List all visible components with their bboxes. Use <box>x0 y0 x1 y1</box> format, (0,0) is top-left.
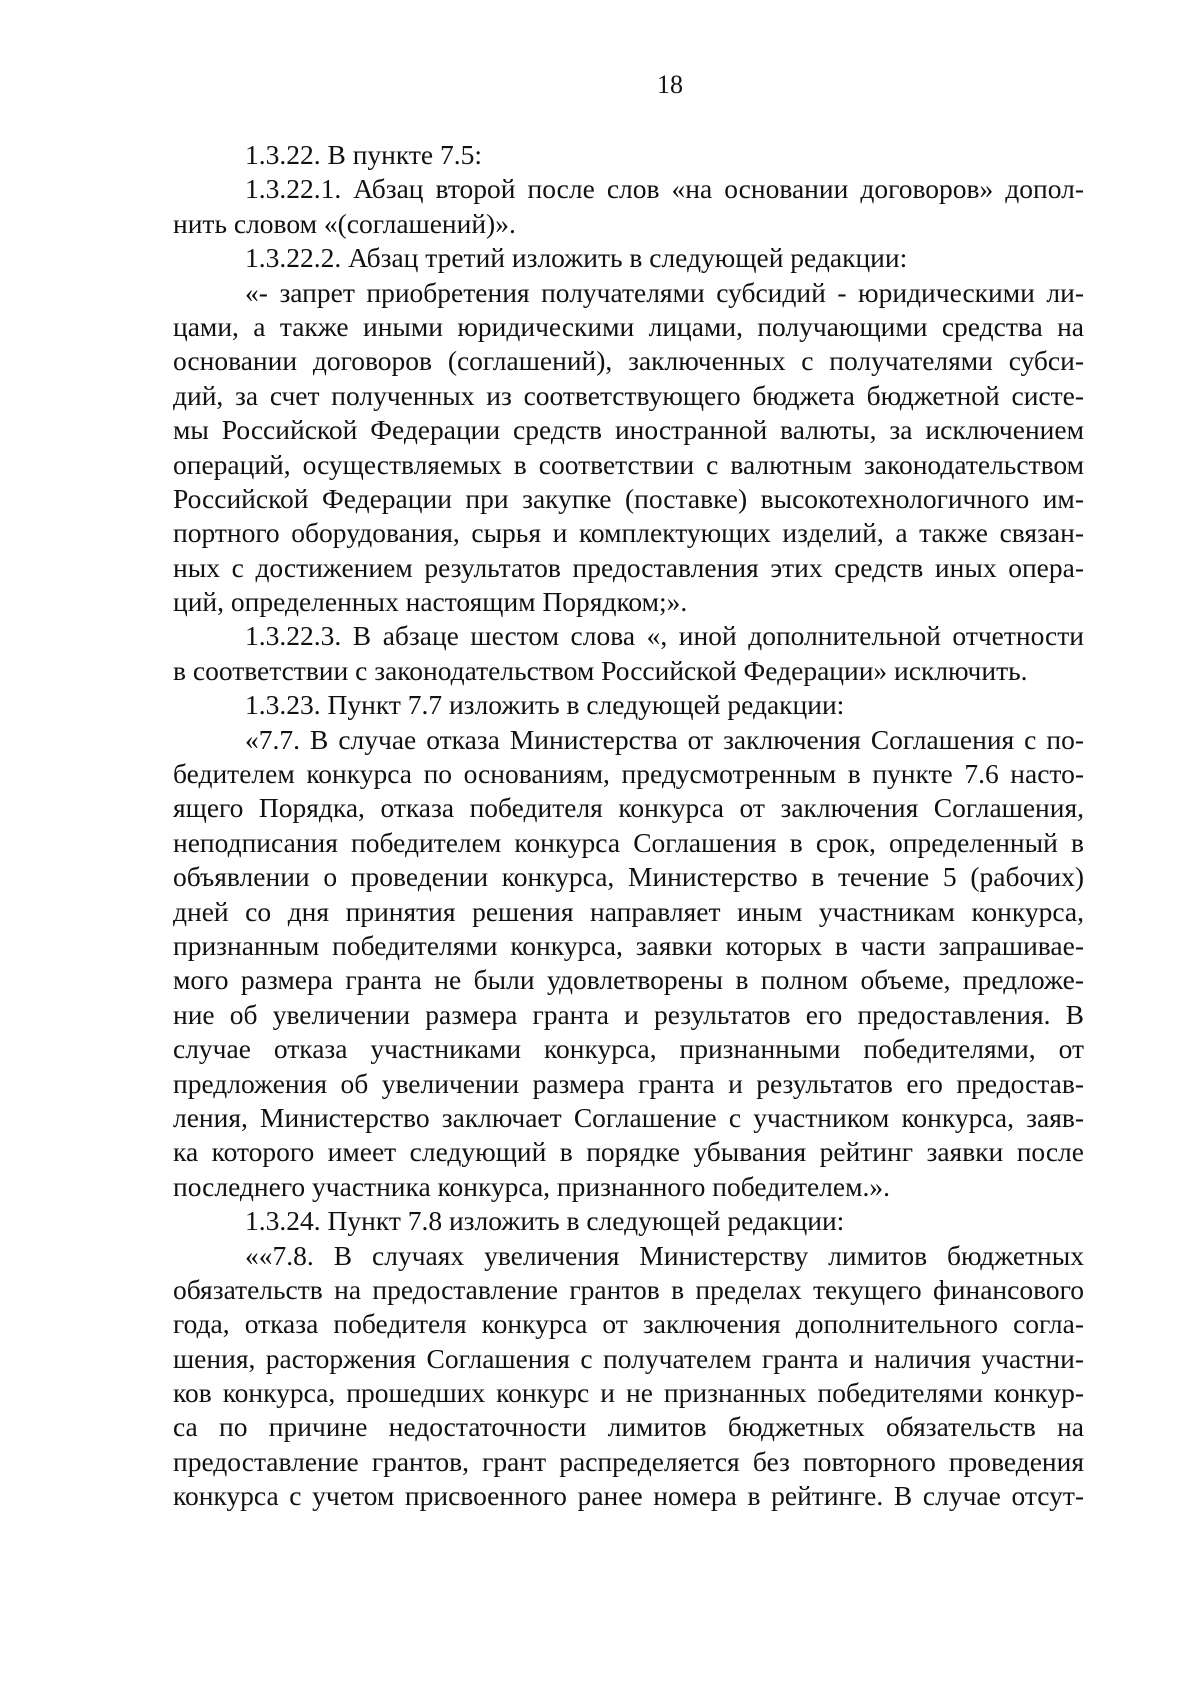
text-line: цами, а также иными юридическими лицами, получающими средства на <box>173 310 1084 342</box>
text-line: ков конкурса, прошедших конкурс и не признанных победителями конкур- <box>173 1377 1084 1409</box>
text-line: са по причине недостаточности лимитов бюджетных обязательств на <box>173 1411 1084 1443</box>
text-line: шения, расторжения Соглашения с получателем гранта и наличия участни- <box>173 1342 1084 1374</box>
text-line: Российской Федерации при закупке (поставке) высокотехнологичного им- <box>173 482 1084 514</box>
text-line: обязательств на предоставление грантов в пределах текущего финансового <box>173 1273 1084 1305</box>
text-line: операций, осуществляемых в соответствии с валютным законодательством <box>173 448 1084 480</box>
text-line: ций, определенных настоящим Порядком;». <box>173 586 688 618</box>
text-line: признанным победителями конкурса, заявки которых в части запрашивае- <box>173 929 1084 961</box>
text-line: 1.3.24. Пункт 7.8 изложить в следующей редакции: <box>245 1205 845 1237</box>
text-line: года, отказа победителя конкурса от заключения дополнительного согла- <box>173 1308 1084 1340</box>
text-line: бедителем конкурса по основаниям, предусмотренным в пункте 7.6 насто- <box>173 758 1084 790</box>
document-body <box>173 138 1084 1514</box>
text-line: последнего участника конкурса, признанного победителем.». <box>173 1170 891 1202</box>
text-line: нить словом «(соглашений)». <box>173 207 516 239</box>
text-line: предложения об увеличении размера гранта и результатов его предостав- <box>173 1067 1084 1099</box>
text-line: дий, за счет полученных из соответствующего бюджета бюджетной систе- <box>173 379 1084 411</box>
text-line: мого размера гранта не были удовлетворены в полном объеме, предложе- <box>173 964 1084 996</box>
text-line: 1.3.22.2. Абзац третий изложить в следующей редакции: <box>245 242 908 274</box>
page-number: 18 <box>657 70 683 99</box>
text-line: «7.7. В случае отказа Министерства от заключения Соглашения с по- <box>245 723 1084 755</box>
text-line: 1.3.23. Пункт 7.7 изложить в следующей редакции: <box>245 689 845 721</box>
text-line: ка которого имеет следующий в порядке убывания рейтинг заявки после <box>173 1136 1084 1168</box>
text-line: мы Российской Федерации средств иностранной валюты, за исключением <box>173 414 1084 446</box>
text-line: предоставление грантов, грант распределяется без повторного проведения <box>173 1445 1084 1477</box>
text-line: ления, Министерство заключает Соглашение с участником конкурса, заяв- <box>173 1101 1084 1133</box>
text-line: основании договоров (соглашений), заключенных с получателями субси- <box>173 345 1084 377</box>
text-line: случае отказа участниками конкурса, признанными победителями, от <box>173 1033 1084 1065</box>
text-line: конкурса с учетом присвоенного ранее номера в рейтинге. В случае отсут- <box>173 1480 1084 1512</box>
text-line: ящего Порядка, отказа победителя конкурса от заключения Соглашения, <box>173 792 1084 824</box>
text-line: ных с достижением результатов предоставления этих средств иных опера- <box>173 551 1084 583</box>
text-line: 1.3.22.1. Абзац второй после слов «на основании договоров» допол- <box>245 173 1084 205</box>
text-line: 1.3.22. В пункте 7.5: <box>245 139 483 170</box>
text-line: дней со дня принятия решения направляет иным участникам конкурса, <box>173 895 1084 927</box>
text-line: объявлении о проведении конкурса, Министерство в течение 5 (рабочих) <box>173 861 1084 893</box>
text-line: 1.3.22.3. В абзаце шестом слова «, иной дополнительной отчетности <box>245 620 1084 652</box>
text-line: «- запрет приобретения получателями субсидий - юридическими ли- <box>245 276 1084 308</box>
text-line: неподписания победителем конкурса Соглашения в срок, определенный в <box>173 826 1084 858</box>
text-line: ««7.8. В случаях увеличения Министерству лимитов бюджетных <box>245 1239 1084 1271</box>
text-line: в соответствии с законодательством Российской Федерации» исключить. <box>173 654 1028 686</box>
text-line: портного оборудования, сырья и комплектующих изделий, а также связан- <box>173 517 1084 549</box>
text-line: ние об увеличении размера гранта и результатов его предоставления. В <box>173 998 1084 1030</box>
